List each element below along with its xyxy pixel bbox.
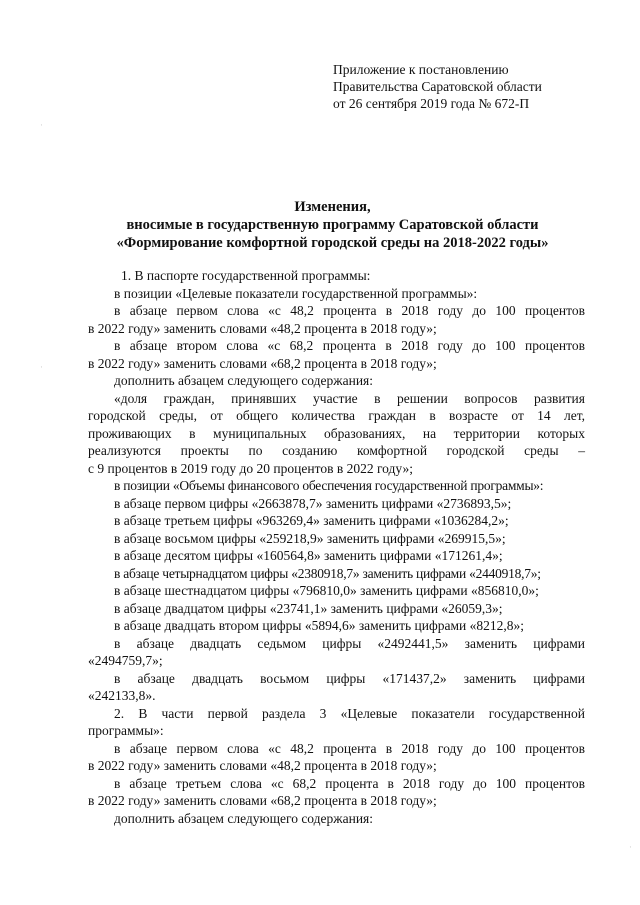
scan-speck: · <box>629 842 632 852</box>
title-line-1: Изменения, <box>294 199 371 215</box>
paragraph: в позиции «Целевые показатели государственной программы»: <box>114 285 478 301</box>
paragraph: в абзаце двадцать втором цифры «5894,6» заменить цифрами «8212,8»; <box>114 618 525 633</box>
header-line-3: от 26 сентября 2019 года № 672-П <box>333 96 530 111</box>
document-title <box>0 198 640 252</box>
paragraph-line: «2494759,7»; <box>88 653 163 668</box>
paragraph <box>88 337 585 372</box>
paragraph: в абзаце десятом цифры «160564,8» заменить цифрами «171261,4»; <box>114 548 503 563</box>
paragraph-line: в абзаце третьем слова «с 68,2 процента в 2018 году до 100 процентов <box>114 775 585 791</box>
paragraph: в абзаце восьмом цифры «259218,9» заменить цифрами «269915,5»; <box>114 530 506 546</box>
paragraph-line: в абзаце втором слова «с 68,2 процента в 2018 году до 100 процентов <box>114 338 585 353</box>
document-body <box>88 267 585 827</box>
paragraph-line: в абзаце первом слова «с 48,2 процента в 2018 году до 100 процентов <box>114 740 585 756</box>
paragraph-line: в 2022 году» заменить словами «68,2 процента в 2018 году»; <box>88 793 437 808</box>
paragraph-line: в 2022 году» заменить словами «48,2 процента в 2018 году»; <box>88 758 437 773</box>
paragraph-line: городской среды, от общего количества граждан в возрасте от 14 лет, <box>88 408 585 423</box>
header-line-2: Правительства Саратовской области <box>333 79 542 94</box>
paragraph <box>88 775 585 810</box>
paragraph-line: реализуются проекты по созданию комфортной городской среды – <box>88 443 585 458</box>
header-line-1: Приложение к постановлению <box>333 62 509 77</box>
paragraph <box>88 670 585 705</box>
paragraph-line: в 2022 году» заменить словами «48,2 процента в 2018 году»; <box>88 320 437 336</box>
title-line-2: вносимые в государственную программу Саратовской области <box>126 217 539 233</box>
paragraph: 1. В паспорте государственной программы: <box>121 268 371 283</box>
scan-speck: · <box>40 362 43 372</box>
paragraph-line: в 2022 году» заменить словами «68,2 процента в 2018 году»; <box>88 355 437 371</box>
paragraph <box>88 705 585 740</box>
paragraph: в абзаце двадцатом цифры «23741,1» заменить цифрами «26059,3»; <box>114 600 503 616</box>
title-line-3: «Формирование комфортной городской среды на 2018-2022 годы» <box>116 235 549 251</box>
paragraph: в позиции «Объемы финансового обеспечения государственной программы»: <box>114 478 544 493</box>
appendix-header <box>333 61 633 112</box>
paragraph: в абзаце четырнадцатом цифры «2380918,7» заменить цифрами «2440918,7»; <box>114 565 541 581</box>
paragraph-line: с 9 процентов в 2019 году до 20 процентов в 2022 году»; <box>88 460 413 476</box>
paragraph-line: в абзаце первом слова «с 48,2 процента в 2018 году до 100 процентов <box>114 303 585 318</box>
paragraph <box>88 302 585 337</box>
paragraph-line: проживающих в муниципальных образованиях, на территории которых <box>88 425 585 441</box>
paragraph-line: в абзаце двадцать седьмом цифры «2492441,5» заменить цифрами <box>114 635 585 651</box>
paragraph: в абзаце третьем цифры «963269,4» заменить цифрами «1036284,2»; <box>114 513 509 528</box>
paragraph: в абзаце шестнадцатом цифры «796810,0» заменить цифрами «856810,0»; <box>114 583 539 598</box>
paragraph: в абзаце первом цифры «2663878,7» заменить цифрами «2736893,5»; <box>114 495 512 511</box>
scan-speck: · <box>40 120 43 130</box>
paragraph <box>88 635 585 670</box>
paragraph: дополнить абзацем следующего содержания: <box>114 810 374 826</box>
paragraph-line: в абзаце двадцать восьмом цифры «171437,2» заменить цифрами <box>114 670 585 686</box>
paragraph-line: 2. В части первой раздела 3 «Целевые показатели государственной <box>114 705 585 721</box>
paragraph <box>88 390 585 478</box>
paragraph-line: программы»: <box>88 723 164 738</box>
paragraph: дополнить абзацем следующего содержания: <box>114 373 374 388</box>
paragraph <box>88 740 585 775</box>
paragraph-line: «доля граждан, принявших участие в решении вопросов развития <box>114 390 585 406</box>
paragraph-line: «242133,8». <box>88 688 156 703</box>
